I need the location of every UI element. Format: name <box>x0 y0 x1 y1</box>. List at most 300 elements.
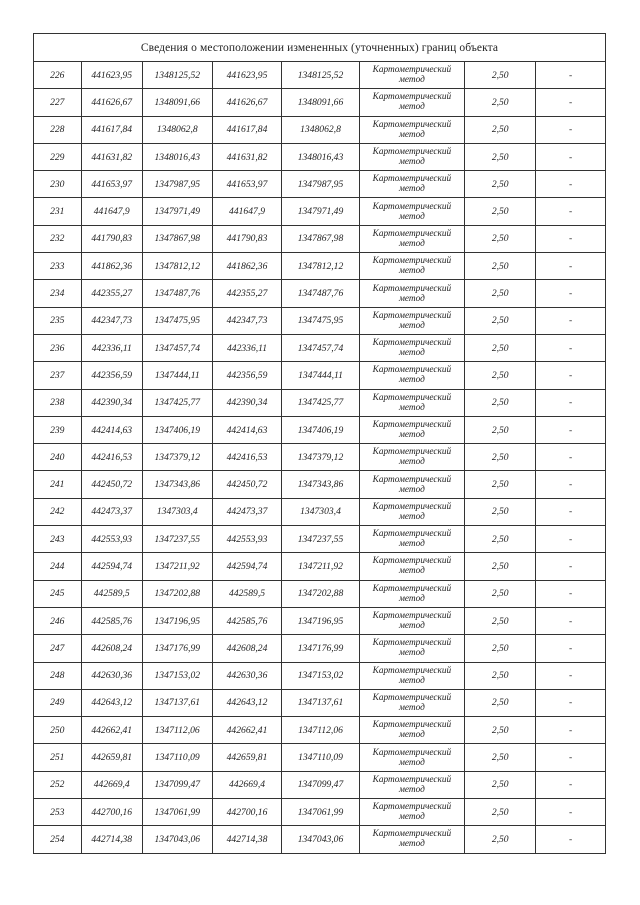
method-cell <box>359 280 465 307</box>
point-number-cell: 227 <box>34 89 82 116</box>
method-line-1: Картометрический <box>372 92 452 103</box>
method-line-2: метод <box>398 75 425 86</box>
accuracy-cell: 2,50 <box>465 662 536 689</box>
method-line-1: Картометрический <box>372 338 452 349</box>
point-number-cell: 241 <box>34 471 82 498</box>
method-line-1: Картометрический <box>372 420 452 430</box>
method-line-1: Картометрический <box>372 256 452 267</box>
accuracy-cell: 2,50 <box>465 225 536 252</box>
refined-y-cell: 1347110,09 <box>282 744 359 771</box>
existing-x-cell: 442390,34 <box>81 389 142 416</box>
table-title-row <box>34 34 606 62</box>
method-line-1: Картометрический <box>372 283 452 294</box>
existing-y-cell: 1347987,95 <box>142 171 212 198</box>
point-number-cell: 237 <box>34 362 82 389</box>
accuracy-cell: 2,50 <box>465 198 536 225</box>
method-line-1: Картометрический <box>372 447 452 458</box>
existing-y-cell: 1348091,66 <box>142 89 212 116</box>
refined-x-cell: 442553,93 <box>212 526 282 553</box>
existing-y-cell: 1347110,09 <box>142 744 212 771</box>
accuracy-cell: 2,50 <box>465 416 536 443</box>
accuracy-cell: 2,50 <box>465 89 536 116</box>
refined-x-cell: 442336,11 <box>212 334 282 361</box>
refined-y-cell: 1347237,55 <box>282 526 359 553</box>
method-line-2: метод <box>398 102 425 113</box>
existing-x-cell: 442594,74 <box>81 553 142 580</box>
method-cell <box>359 526 465 553</box>
note-cell: - <box>536 635 606 662</box>
table-row <box>34 799 606 826</box>
method-line-2: метод <box>398 211 425 222</box>
point-number-cell: 231 <box>34 198 82 225</box>
note-cell: - <box>536 580 606 607</box>
existing-x-cell: 442700,16 <box>81 799 142 826</box>
method-cell <box>359 116 465 143</box>
point-number-cell: 242 <box>34 498 82 525</box>
existing-y-cell: 1347425,77 <box>142 389 212 416</box>
table-row <box>34 662 606 689</box>
method-line-1: Картометрический <box>372 692 452 703</box>
table-row <box>34 416 606 443</box>
table-row <box>34 89 606 116</box>
existing-x-cell: 441631,82 <box>81 143 142 170</box>
note-cell: - <box>536 662 606 689</box>
method-line-1: Картометрический <box>372 829 452 840</box>
note-cell: - <box>536 116 606 143</box>
point-number-cell: 253 <box>34 799 82 826</box>
refined-x-cell: 442356,59 <box>212 362 282 389</box>
refined-y-cell: 1347137,61 <box>282 689 359 716</box>
existing-y-cell: 1347971,49 <box>142 198 212 225</box>
accuracy-cell: 2,50 <box>465 171 536 198</box>
existing-y-cell: 1347487,76 <box>142 280 212 307</box>
note-cell: - <box>536 553 606 580</box>
existing-y-cell: 1347137,61 <box>142 689 212 716</box>
method-cell <box>359 553 465 580</box>
method-line-2: метод <box>398 129 425 140</box>
refined-y-cell: 1347971,49 <box>282 198 359 225</box>
method-line-1: Картометрический <box>372 119 452 130</box>
table-row <box>34 689 606 716</box>
method-line-1: Картометрический <box>372 147 452 158</box>
note-cell: - <box>536 280 606 307</box>
note-cell: - <box>536 198 606 225</box>
refined-x-cell: 442450,72 <box>212 471 282 498</box>
table-row <box>34 498 606 525</box>
existing-x-cell: 441790,83 <box>81 225 142 252</box>
existing-y-cell: 1347099,47 <box>142 771 212 798</box>
method-line-1: Картометрический <box>372 474 452 485</box>
existing-x-cell: 442414,63 <box>81 416 142 443</box>
method-line-2: метод <box>398 812 425 823</box>
note-cell: - <box>536 171 606 198</box>
point-number-cell: 254 <box>34 826 82 853</box>
method-cell <box>359 826 465 853</box>
note-cell: - <box>536 307 606 334</box>
table-row <box>34 444 606 471</box>
existing-x-cell: 442714,38 <box>81 826 142 853</box>
accuracy-cell: 2,50 <box>465 553 536 580</box>
refined-x-cell: 442473,37 <box>212 498 282 525</box>
refined-x-cell: 442585,76 <box>212 607 282 634</box>
accuracy-cell: 2,50 <box>465 607 536 634</box>
existing-y-cell: 1347343,86 <box>142 471 212 498</box>
method-line-2: метод <box>398 593 425 604</box>
refined-y-cell: 1347425,77 <box>282 389 359 416</box>
method-line-2: метод <box>398 511 425 522</box>
method-cell <box>359 334 465 361</box>
method-cell <box>359 471 465 498</box>
note-cell: - <box>536 225 606 252</box>
existing-y-cell: 1348125,52 <box>142 62 212 89</box>
existing-y-cell: 1347061,99 <box>142 799 212 826</box>
method-line-1: Картометрический <box>372 174 452 185</box>
note-cell: - <box>536 334 606 361</box>
existing-x-cell: 442643,12 <box>81 689 142 716</box>
accuracy-cell: 2,50 <box>465 826 536 853</box>
refined-x-cell: 442662,41 <box>212 717 282 744</box>
accuracy-cell: 2,50 <box>465 771 536 798</box>
refined-x-cell: 442390,34 <box>212 389 282 416</box>
refined-y-cell: 1347867,98 <box>282 225 359 252</box>
method-line-1: Картометрический <box>372 501 452 512</box>
table-row <box>34 580 606 607</box>
method-line-1: Картометрический <box>372 611 452 622</box>
method-line-2: метод <box>398 757 425 768</box>
existing-y-cell: 1347867,98 <box>142 225 212 252</box>
table-row <box>34 198 606 225</box>
method-line-2: метод <box>398 484 425 495</box>
method-line-2: метод <box>398 375 425 386</box>
point-number-cell: 249 <box>34 689 82 716</box>
table-row <box>34 471 606 498</box>
method-line-1: Картометрический <box>372 665 452 676</box>
accuracy-cell: 2,50 <box>465 362 536 389</box>
existing-x-cell: 442589,5 <box>81 580 142 607</box>
existing-x-cell: 442608,24 <box>81 635 142 662</box>
refined-y-cell: 1347043,06 <box>282 826 359 853</box>
refined-x-cell: 441647,9 <box>212 198 282 225</box>
existing-x-cell: 441862,36 <box>81 253 142 280</box>
refined-y-cell: 1347487,76 <box>282 280 359 307</box>
refined-x-cell: 441626,67 <box>212 89 282 116</box>
refined-x-cell: 442594,74 <box>212 553 282 580</box>
accuracy-cell: 2,50 <box>465 444 536 471</box>
method-cell <box>359 89 465 116</box>
point-number-cell: 244 <box>34 553 82 580</box>
table-row <box>34 826 606 853</box>
point-number-cell: 238 <box>34 389 82 416</box>
refined-y-cell: 1347303,4 <box>282 498 359 525</box>
existing-x-cell: 441653,97 <box>81 171 142 198</box>
point-number-cell: 226 <box>34 62 82 89</box>
refined-y-cell: 1347812,12 <box>282 253 359 280</box>
note-cell: - <box>536 689 606 716</box>
method-line-2: метод <box>398 348 425 359</box>
point-number-cell: 235 <box>34 307 82 334</box>
table-row <box>34 362 606 389</box>
note-cell: - <box>536 362 606 389</box>
existing-x-cell: 442416,53 <box>81 444 142 471</box>
refined-y-cell: 1347153,02 <box>282 662 359 689</box>
method-line-2: метод <box>398 648 425 659</box>
method-line-1: Картометрический <box>372 720 452 731</box>
accuracy-cell: 2,50 <box>465 116 536 143</box>
note-cell: - <box>536 253 606 280</box>
table-row <box>34 62 606 89</box>
note-cell: - <box>536 526 606 553</box>
existing-y-cell: 1347457,74 <box>142 334 212 361</box>
refined-x-cell: 442659,81 <box>212 744 282 771</box>
method-line-1: Картометрический <box>372 201 452 212</box>
refined-y-cell: 1348016,43 <box>282 143 359 170</box>
method-line-2: метод <box>398 675 425 686</box>
method-cell <box>359 580 465 607</box>
existing-y-cell: 1347237,55 <box>142 526 212 553</box>
accuracy-cell: 2,50 <box>465 635 536 662</box>
note-cell: - <box>536 143 606 170</box>
accuracy-cell: 2,50 <box>465 389 536 416</box>
method-cell <box>359 143 465 170</box>
existing-y-cell: 1347475,95 <box>142 307 212 334</box>
note-cell: - <box>536 607 606 634</box>
method-line-2: метод <box>398 839 425 850</box>
point-number-cell: 233 <box>34 253 82 280</box>
note-cell: - <box>536 471 606 498</box>
point-number-cell: 239 <box>34 416 82 443</box>
method-cell <box>359 744 465 771</box>
method-line-2: метод <box>398 402 425 413</box>
method-cell <box>359 198 465 225</box>
note-cell: - <box>536 389 606 416</box>
existing-y-cell: 1347211,92 <box>142 553 212 580</box>
refined-y-cell: 1347061,99 <box>282 799 359 826</box>
accuracy-cell: 2,50 <box>465 253 536 280</box>
existing-y-cell: 1347812,12 <box>142 253 212 280</box>
point-number-cell: 247 <box>34 635 82 662</box>
note-cell: - <box>536 826 606 853</box>
refined-x-cell: 442643,12 <box>212 689 282 716</box>
existing-x-cell: 441647,9 <box>81 198 142 225</box>
method-line-1: Картометрический <box>372 310 452 321</box>
method-line-1: Картометрический <box>372 774 452 785</box>
refined-y-cell: 1347202,88 <box>282 580 359 607</box>
table-row <box>34 771 606 798</box>
table-row <box>34 334 606 361</box>
method-line-2: метод <box>398 566 425 577</box>
existing-x-cell: 441617,84 <box>81 116 142 143</box>
existing-y-cell: 1347406,19 <box>142 416 212 443</box>
method-line-2: метод <box>398 430 425 440</box>
accuracy-cell: 2,50 <box>465 62 536 89</box>
point-number-cell: 250 <box>34 717 82 744</box>
accuracy-cell: 2,50 <box>465 580 536 607</box>
refined-y-cell: 1347379,12 <box>282 444 359 471</box>
table-row <box>34 116 606 143</box>
refined-x-cell: 442347,73 <box>212 307 282 334</box>
refined-y-cell: 1348062,8 <box>282 116 359 143</box>
point-number-cell: 248 <box>34 662 82 689</box>
method-cell <box>359 62 465 89</box>
refined-y-cell: 1347343,86 <box>282 471 359 498</box>
refined-x-cell: 442589,5 <box>212 580 282 607</box>
existing-y-cell: 1348062,8 <box>142 116 212 143</box>
point-number-cell: 229 <box>34 143 82 170</box>
method-cell <box>359 253 465 280</box>
method-line-1: Картометрический <box>372 228 452 239</box>
method-cell <box>359 362 465 389</box>
accuracy-cell: 2,50 <box>465 334 536 361</box>
refined-y-cell: 1347196,95 <box>282 607 359 634</box>
table-row <box>34 171 606 198</box>
accuracy-cell: 2,50 <box>465 471 536 498</box>
note-cell: - <box>536 744 606 771</box>
refined-y-cell: 1347176,99 <box>282 635 359 662</box>
note-cell: - <box>536 416 606 443</box>
method-line-2: метод <box>398 320 425 331</box>
method-cell <box>359 635 465 662</box>
existing-y-cell: 1347303,4 <box>142 498 212 525</box>
existing-x-cell: 442659,81 <box>81 744 142 771</box>
point-number-cell: 240 <box>34 444 82 471</box>
accuracy-cell: 2,50 <box>465 498 536 525</box>
refined-x-cell: 442669,4 <box>212 771 282 798</box>
method-line-1: Картометрический <box>372 747 452 758</box>
method-cell <box>359 799 465 826</box>
refined-y-cell: 1348125,52 <box>282 62 359 89</box>
existing-x-cell: 442355,27 <box>81 280 142 307</box>
method-line-1: Картометрический <box>372 529 452 540</box>
method-line-1: Картометрический <box>372 556 452 567</box>
refined-y-cell: 1347987,95 <box>282 171 359 198</box>
note-cell: - <box>536 498 606 525</box>
table-row <box>34 744 606 771</box>
point-number-cell: 236 <box>34 334 82 361</box>
existing-y-cell: 1347196,95 <box>142 607 212 634</box>
method-line-2: метод <box>398 238 425 249</box>
existing-x-cell: 441626,67 <box>81 89 142 116</box>
boundary-coordinates-table <box>33 33 606 854</box>
note-cell: - <box>536 89 606 116</box>
table-row <box>34 526 606 553</box>
refined-y-cell: 1347112,06 <box>282 717 359 744</box>
existing-y-cell: 1347176,99 <box>142 635 212 662</box>
existing-y-cell: 1347153,02 <box>142 662 212 689</box>
note-cell: - <box>536 444 606 471</box>
table-row <box>34 225 606 252</box>
method-line-2: метод <box>398 539 425 550</box>
refined-y-cell: 1347211,92 <box>282 553 359 580</box>
existing-y-cell: 1347202,88 <box>142 580 212 607</box>
existing-x-cell: 442473,37 <box>81 498 142 525</box>
point-number-cell: 243 <box>34 526 82 553</box>
existing-x-cell: 442347,73 <box>81 307 142 334</box>
point-number-cell: 252 <box>34 771 82 798</box>
method-line-1: Картометрический <box>372 802 452 813</box>
refined-x-cell: 441623,95 <box>212 62 282 89</box>
table-row <box>34 307 606 334</box>
point-number-cell: 234 <box>34 280 82 307</box>
method-cell <box>359 225 465 252</box>
table-row <box>34 607 606 634</box>
refined-x-cell: 442414,63 <box>212 416 282 443</box>
method-line-2: метод <box>398 621 425 632</box>
method-line-1: Картометрический <box>372 638 452 649</box>
refined-x-cell: 441653,97 <box>212 171 282 198</box>
existing-y-cell: 1347444,11 <box>142 362 212 389</box>
method-line-2: метод <box>398 784 425 795</box>
document-page <box>33 33 606 854</box>
method-line-2: метод <box>398 266 425 277</box>
existing-y-cell: 1347112,06 <box>142 717 212 744</box>
existing-x-cell: 442585,76 <box>81 607 142 634</box>
refined-y-cell: 1347457,74 <box>282 334 359 361</box>
existing-x-cell: 442669,4 <box>81 771 142 798</box>
note-cell: - <box>536 62 606 89</box>
accuracy-cell: 2,50 <box>465 744 536 771</box>
method-cell <box>359 498 465 525</box>
point-number-cell: 230 <box>34 171 82 198</box>
existing-x-cell: 442630,36 <box>81 662 142 689</box>
refined-x-cell: 441617,84 <box>212 116 282 143</box>
table-row <box>34 389 606 416</box>
existing-y-cell: 1348016,43 <box>142 143 212 170</box>
method-cell <box>359 444 465 471</box>
existing-x-cell: 442356,59 <box>81 362 142 389</box>
table-row <box>34 280 606 307</box>
refined-y-cell: 1347406,19 <box>282 416 359 443</box>
note-cell: - <box>536 717 606 744</box>
method-line-2: метод <box>398 702 425 713</box>
existing-x-cell: 442336,11 <box>81 334 142 361</box>
existing-x-cell: 442662,41 <box>81 717 142 744</box>
point-number-cell: 228 <box>34 116 82 143</box>
method-line-2: метод <box>398 293 425 304</box>
accuracy-cell: 2,50 <box>465 689 536 716</box>
note-cell: - <box>536 799 606 826</box>
existing-x-cell: 441623,95 <box>81 62 142 89</box>
refined-y-cell: 1348091,66 <box>282 89 359 116</box>
existing-x-cell: 442553,93 <box>81 526 142 553</box>
method-cell <box>359 171 465 198</box>
refined-x-cell: 441631,82 <box>212 143 282 170</box>
table-title: Сведения о местоположении измененных (уточненных) границ объекта <box>34 34 606 62</box>
accuracy-cell: 2,50 <box>465 307 536 334</box>
existing-x-cell: 442450,72 <box>81 471 142 498</box>
table-row <box>34 717 606 744</box>
method-line-2: метод <box>398 184 425 195</box>
table-row <box>34 635 606 662</box>
method-cell <box>359 662 465 689</box>
accuracy-cell: 2,50 <box>465 526 536 553</box>
refined-x-cell: 442355,27 <box>212 280 282 307</box>
table-row <box>34 253 606 280</box>
point-number-cell: 245 <box>34 580 82 607</box>
method-line-1: Картометрический <box>372 365 452 376</box>
method-line-2: метод <box>398 457 425 468</box>
method-cell <box>359 717 465 744</box>
method-cell <box>359 771 465 798</box>
method-cell <box>359 607 465 634</box>
refined-x-cell: 442700,16 <box>212 799 282 826</box>
refined-y-cell: 1347475,95 <box>282 307 359 334</box>
refined-x-cell: 442630,36 <box>212 662 282 689</box>
method-line-2: метод <box>398 730 425 741</box>
point-number-cell: 246 <box>34 607 82 634</box>
method-line-2: метод <box>398 157 425 168</box>
accuracy-cell: 2,50 <box>465 280 536 307</box>
method-cell <box>359 307 465 334</box>
